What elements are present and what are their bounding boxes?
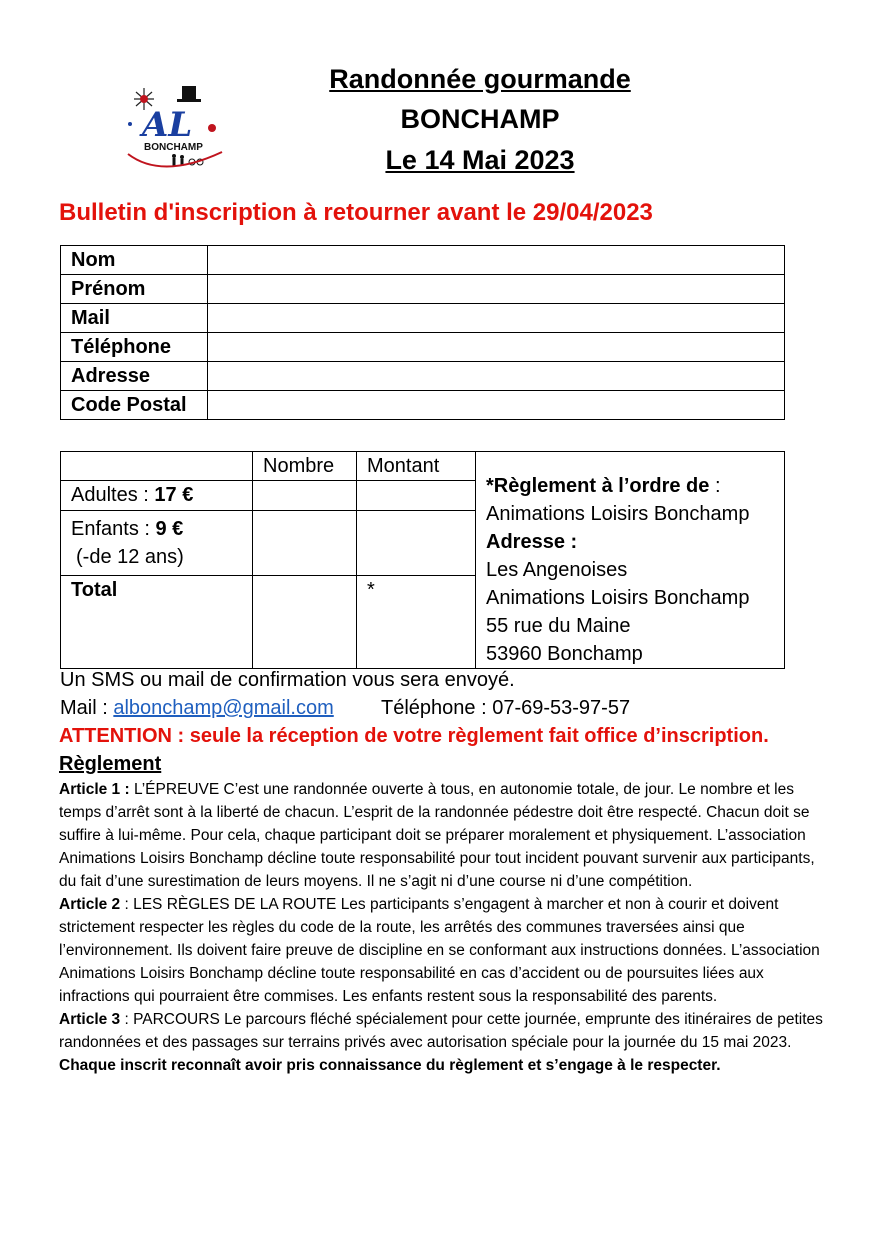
- field-input-telephone[interactable]: [208, 333, 785, 362]
- field-input-adresse[interactable]: [208, 362, 785, 391]
- col-header-montant: Montant: [357, 452, 476, 481]
- rules-title: Règlement: [59, 753, 162, 775]
- payment-order-name: Animations Loisirs Bonchamp: [486, 503, 750, 525]
- article-1-label: Article 1 :: [59, 781, 130, 798]
- article-2: [59, 893, 824, 1008]
- rules-final-statement: Chaque inscrit reconnaît avoir pris connaissance du règlement et s’engage à le respecter.: [59, 1057, 721, 1074]
- header-title-line2: BONCHAMP: [400, 104, 560, 134]
- field-label-code-postal: Code Postal: [61, 391, 208, 420]
- row-label-adultes: [61, 481, 253, 510]
- row-label-total: Total: [61, 575, 253, 668]
- adultes-label: Adultes :: [71, 484, 155, 507]
- article-3: [59, 1008, 824, 1054]
- total-mark: *: [367, 578, 375, 601]
- total-nombre-input[interactable]: [253, 575, 357, 668]
- pricing-corner: [61, 452, 253, 481]
- article-1-text: L’ÉPREUVE C’est une randonnée ouverte à tous, en autonomie totale, de jour. Le nombre et les temps d’arrêt sont à la liberté de chacun. L’esprit de la randonnée pédestre doit être respecté. Chacun doit se suffire à lui-même. Pour cela, chaque participant doit se préparer moralement et physiquement. L’association Animations Loisirs Bonchamp décline toute responsabilité pour tout incident pouvant survenir aux participants, du fait d’une surestimation de leurs moyens. Il ne s’agit ni d’une course ni d’une compétition.: [59, 781, 815, 890]
- enfants-montant-input[interactable]: [357, 510, 476, 575]
- field-label-nom: Nom: [61, 246, 208, 275]
- enfants-nombre-input[interactable]: [253, 510, 357, 575]
- field-label-telephone: Téléphone: [61, 333, 208, 362]
- header-title-line1: Randonnée gourmande: [329, 64, 631, 94]
- deadline-subtitle: Bulletin d'inscription à retourner avant le 29/04/2023: [59, 199, 653, 226]
- enfants-label: Enfants :: [71, 517, 156, 540]
- logo-letters: AL: [142, 105, 193, 145]
- article-1: [59, 778, 824, 893]
- phone-text: Téléphone : 07-69-53-97-57: [381, 697, 631, 719]
- field-input-prenom[interactable]: [208, 275, 785, 304]
- payment-order-label: *Règlement à l’ordre de: [486, 475, 710, 497]
- payment-info: [476, 452, 785, 669]
- field-input-code-postal[interactable]: [208, 391, 785, 420]
- payment-address-label: Adresse :: [486, 531, 578, 553]
- identity-table: [60, 245, 785, 420]
- row-label-enfants: [61, 510, 253, 575]
- attention-text: ATTENTION : seule la réception de votre règlement fait office d’inscription.: [59, 725, 769, 747]
- field-input-mail[interactable]: [208, 304, 785, 333]
- adultes-montant-input[interactable]: [357, 481, 476, 510]
- field-label-adresse: Adresse: [61, 362, 208, 391]
- adultes-nombre-input[interactable]: [253, 481, 357, 510]
- field-label-mail: Mail: [61, 304, 208, 333]
- enfants-price: 9 €: [155, 517, 184, 540]
- article-3-text: : PARCOURS Le parcours fléché spécialement pour cette journée, emprunte des itinéraires de petites randonnées et des passages sur terrains privés avec autorisation spéciale pour la journée du 15 mai 2023.: [59, 1011, 823, 1051]
- payment-address-line: 53960 Bonchamp: [486, 643, 643, 665]
- contact-line: [60, 697, 334, 720]
- mail-link[interactable]: albonchamp@gmail.com: [113, 697, 334, 719]
- payment-address-line: Animations Loisirs Bonchamp: [486, 587, 750, 609]
- col-header-nombre: Nombre: [253, 452, 357, 481]
- article-2-label: Article 2: [59, 896, 121, 913]
- payment-address-line: Les Angenoises: [486, 559, 628, 581]
- header-date: Le 14 Mai 2023: [385, 145, 575, 175]
- pricing-table: [60, 451, 785, 669]
- confirmation-text: Un SMS ou mail de confirmation vous sera envoyé.: [60, 669, 515, 691]
- article-2-text: : LES RÈGLES DE LA ROUTE Les participants s’engagent à marcher et non à courir et doivent strictement respecter les règles du code de la route, les arrêtés des communes traversées ainsi que l’environnement. Ils doivent faire preuve de discipline en se conformant aux instructions données. L’association Animations Loisirs Bonchamp décline toute responsabilité en cas d’accident ou de poursuites liées aux infractions qui pourraient être commises. Les enfants restent sous la responsabilité des parents.: [59, 896, 820, 1005]
- field-input-nom[interactable]: [208, 246, 785, 275]
- mail-label: Mail :: [60, 697, 114, 719]
- logo-subtext: BONCHAMP: [144, 142, 203, 153]
- payment-address-line: 55 rue du Maine: [486, 615, 631, 637]
- field-label-prenom: Prénom: [61, 275, 208, 304]
- payment-order-colon: :: [709, 475, 721, 497]
- rules-body: [59, 778, 824, 1077]
- enfants-note: (-de 12 ans): [76, 545, 184, 568]
- adultes-price: 17 €: [154, 484, 194, 507]
- article-3-label: Article 3: [59, 1011, 121, 1028]
- total-montant-input[interactable]: [357, 575, 476, 668]
